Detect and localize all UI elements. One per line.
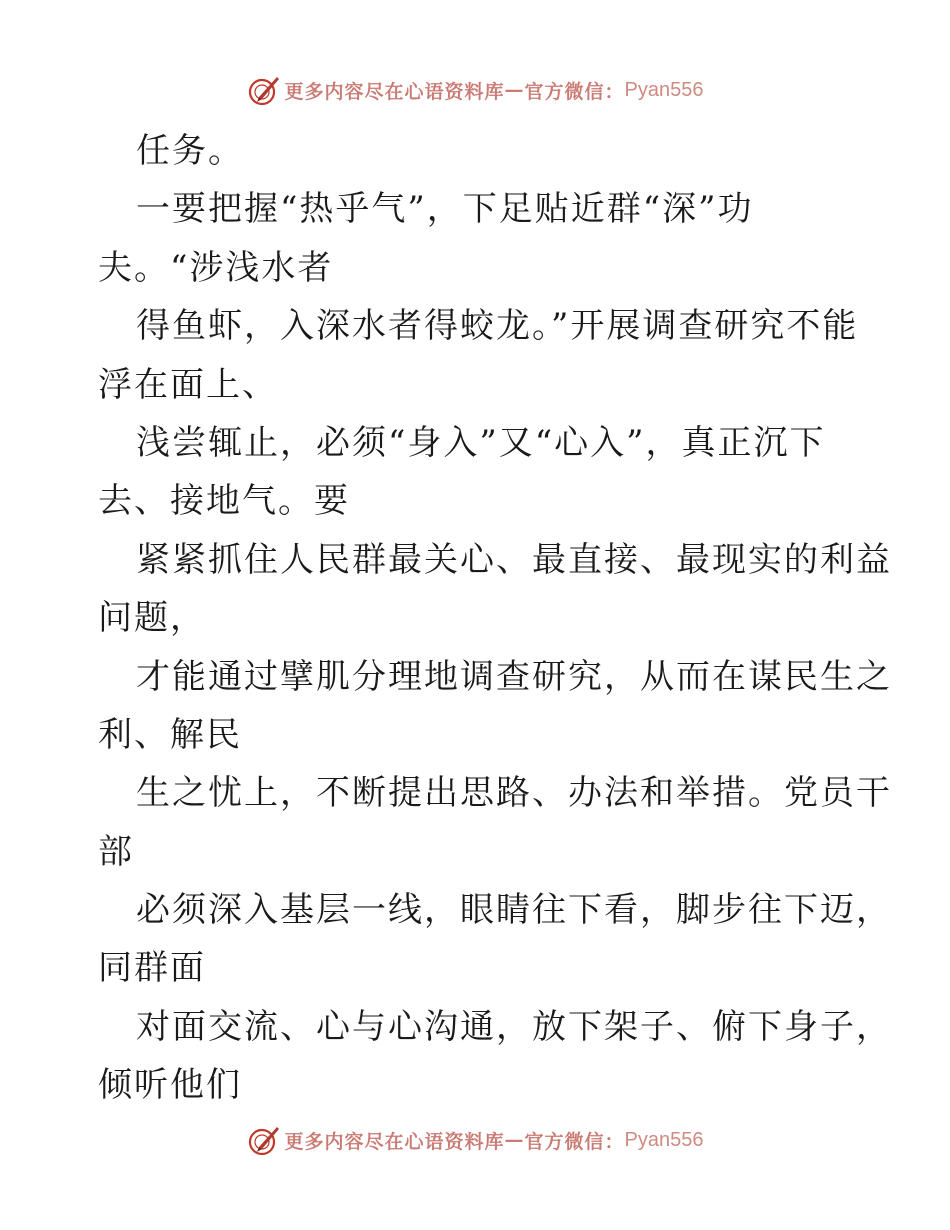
text-line: 才能通过擘肌分理地调查研究，从而在谋民生之 (136, 656, 892, 697)
text-line: 浅尝辄止，必须“身入”又“心入”，真正沉下 (136, 422, 826, 463)
watermark-site-text: 更多内容尽在心语资料库 (284, 80, 505, 103)
text-line: 一要把握“热乎气”，下足贴近群“深”功 (136, 189, 754, 230)
text-line: 同群面 (98, 948, 206, 989)
text-line: 紧紧抓住人民群最关心、最直接、最现实的利益 (136, 539, 892, 580)
text-line: 利、解民 (98, 714, 242, 755)
text-line: 问题， (98, 598, 206, 639)
text-line: 必须深入基层一线，眼睛往下看，脚步往下迈， (136, 890, 892, 931)
watermark-dash: — (504, 1129, 525, 1151)
text-line: 夫。“涉浅水者 (98, 247, 334, 288)
text-line: 生之忧上，不断提出思路、办法和举措。党员干 (136, 773, 892, 814)
text-line: 任务。 (136, 131, 244, 171)
header-watermark (0, 70, 950, 110)
watermark-dash: — (504, 79, 525, 101)
text-line: 部 (98, 831, 134, 872)
quill-pen-seal-icon (247, 1123, 281, 1157)
watermark-account-id: Pyan556 (624, 1128, 704, 1151)
watermark-account-label: 官方微信： (524, 80, 625, 103)
watermark-account-id: Pyan556 (624, 78, 704, 101)
watermark-account-label: 官方微信： (524, 1130, 625, 1153)
text-line: 倾听他们 (98, 1065, 242, 1106)
footer-watermark (0, 1120, 950, 1160)
text-line: 对面交流、心与心沟通，放下架子、俯下身子， (136, 1006, 892, 1047)
text-line: 浮在面上、 (98, 364, 278, 405)
text-line: 得鱼虾，入深水者得蛟龙。”开展调查研究不能 (136, 306, 859, 347)
watermark-site-text: 更多内容尽在心语资料库 (284, 1130, 505, 1153)
text-line: 去、接地气。要 (98, 481, 350, 522)
document-body (98, 122, 892, 1115)
quill-pen-seal-icon (247, 73, 281, 107)
